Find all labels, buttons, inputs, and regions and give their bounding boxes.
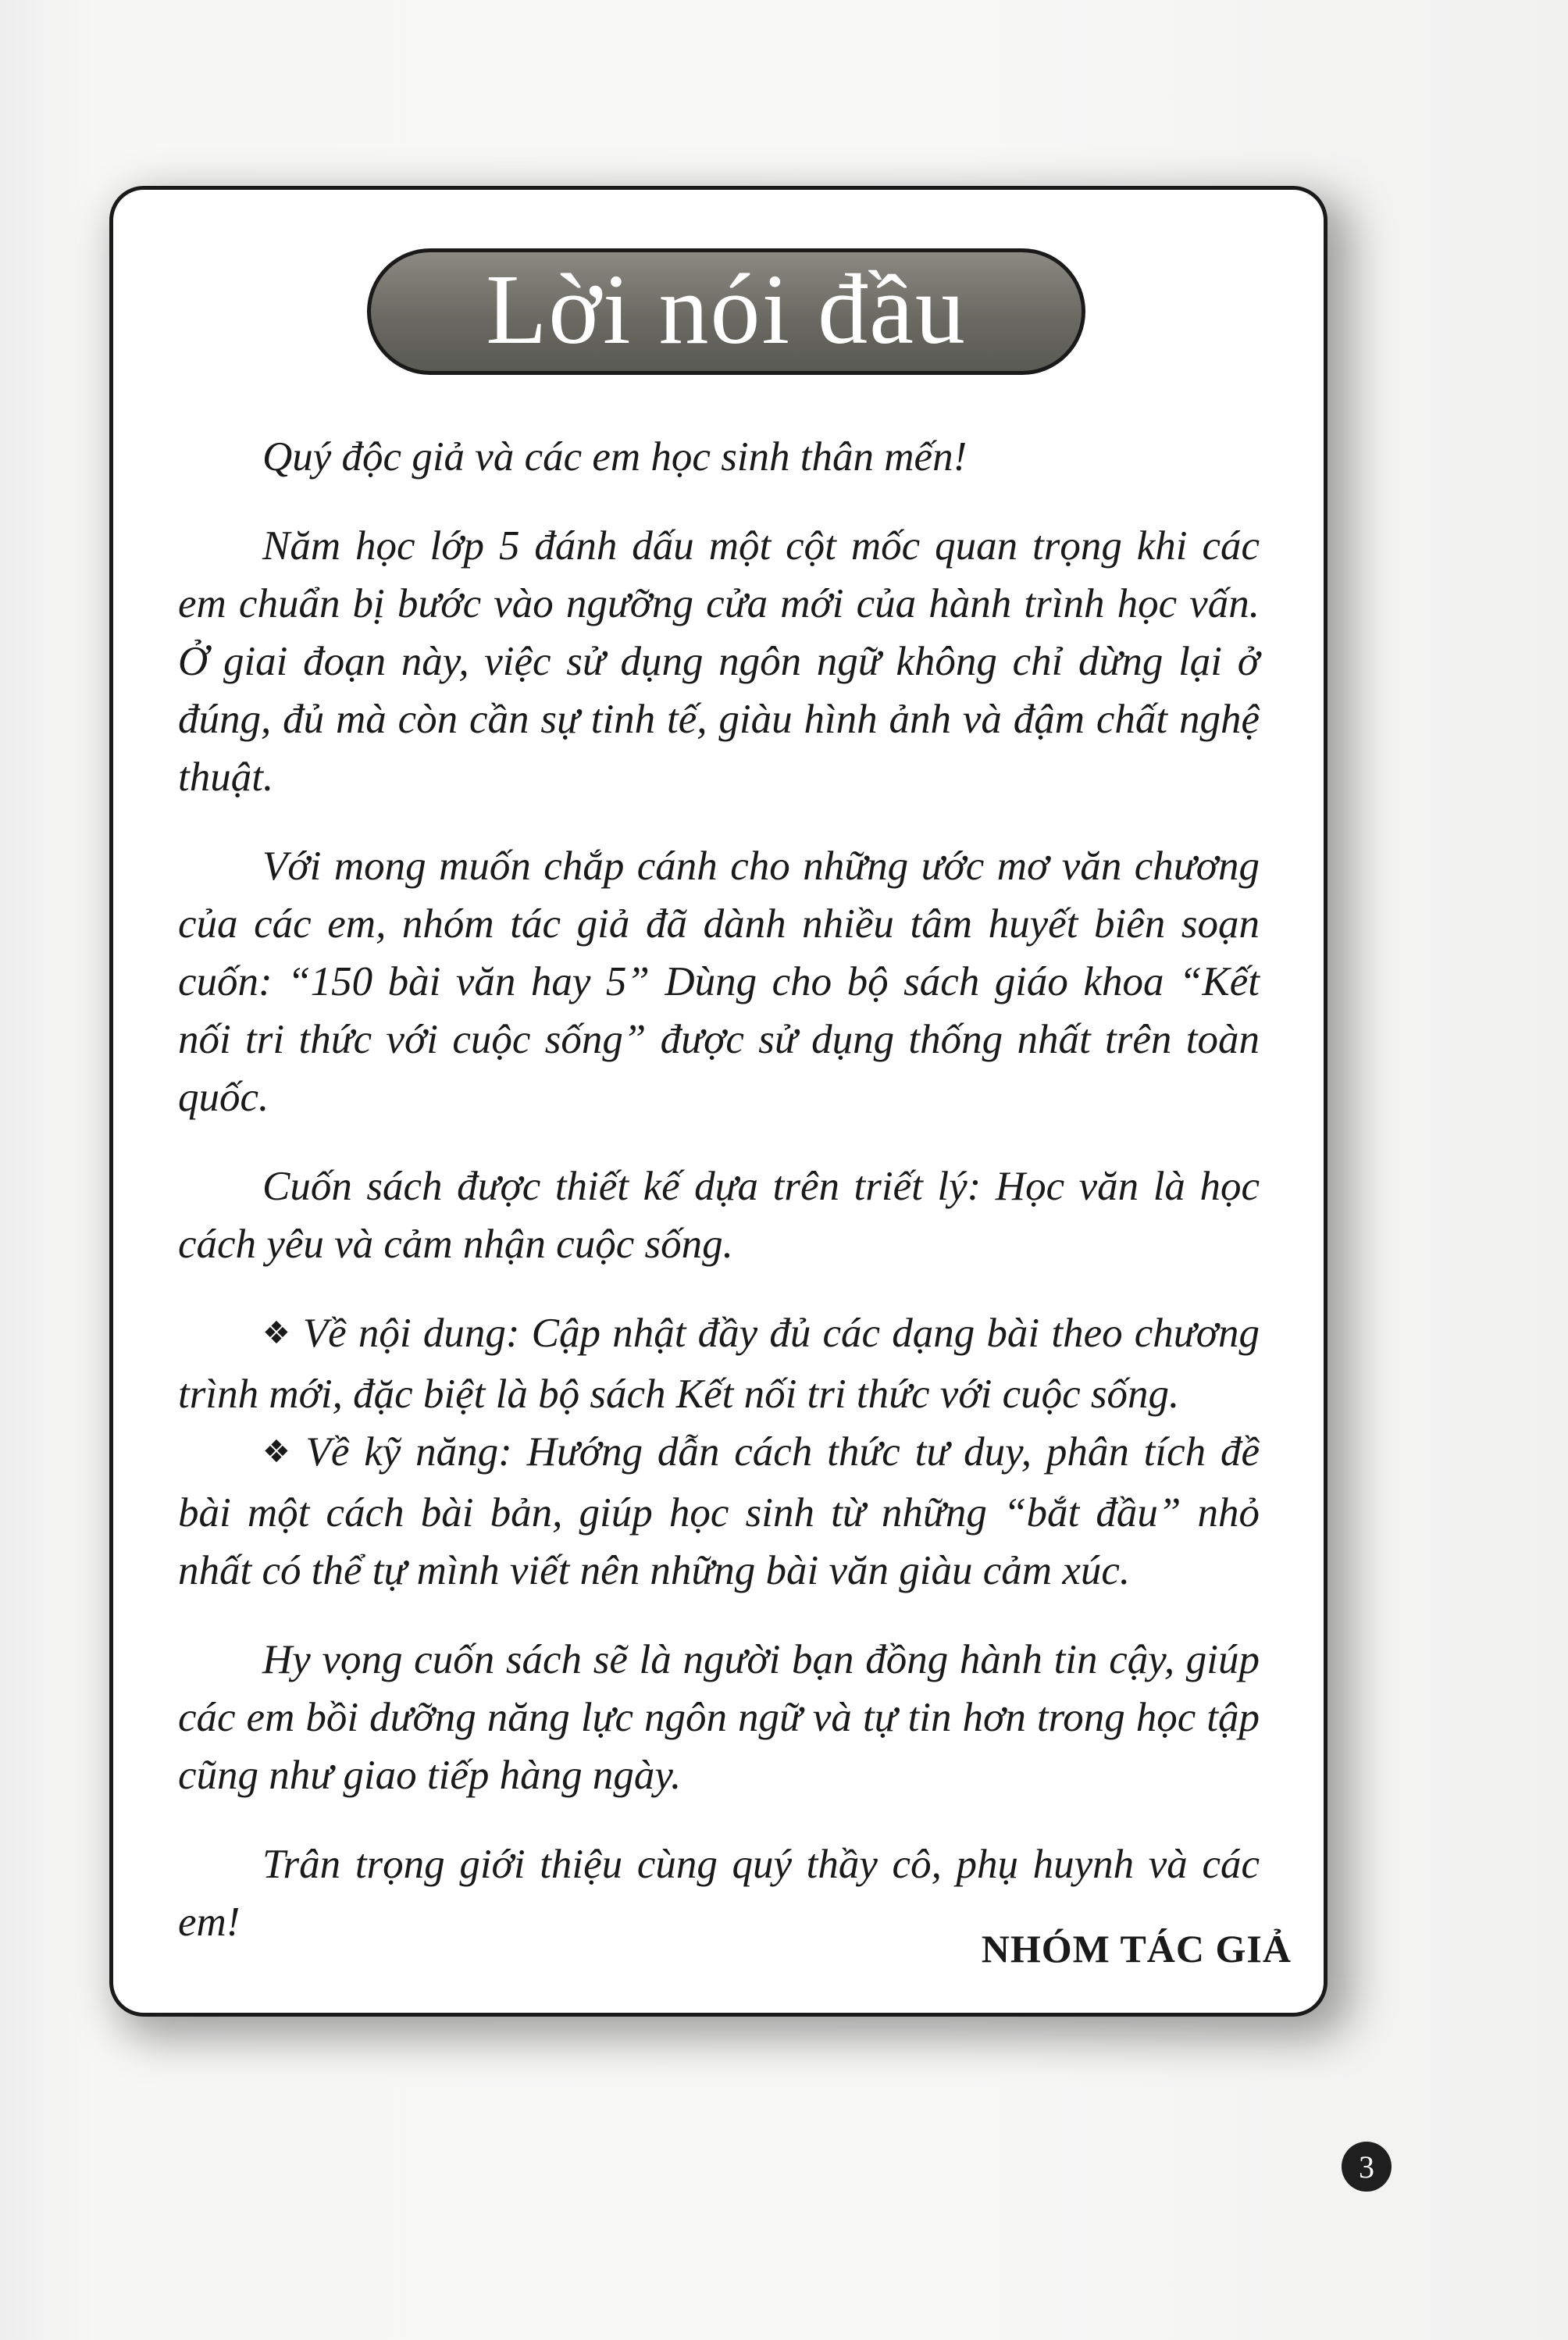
diamond-bullet-icon: ❖ <box>262 1315 292 1351</box>
bullet-content-paragraph <box>178 1304 1260 1423</box>
bullet-content-text: Về nội dung: Cập nhật đầy đủ các dạng bài theo chương trình mới, đặc biệt là bộ sách Kết nối tri thức với cuộc sống. <box>178 1311 1260 1417</box>
philosophy-paragraph: Cuốn sách được thiết kế dựa trên triết lý: Học văn là học cách yêu và cảm nhận cuộc sống. <box>178 1164 1260 1267</box>
greeting-paragraph: Quý độc giả và các em học sinh thân mến! <box>262 434 968 480</box>
diamond-bullet-icon: ❖ <box>262 1434 295 1470</box>
intro-paragraph: Năm học lớp 5 đánh dấu một cột mốc quan trọng khi các em chuẩn bị bước vào ngưỡng cửa mới của hành trình học vấn. Ở giai đoạn này, việc sử dụng ngôn ngữ không chỉ dừng lại ở đúng, đủ mà còn cần sự tinh tế, giàu hình ảnh và đậm chất nghệ thuật. <box>178 523 1260 800</box>
page-title: Lời nói đầu <box>486 254 967 365</box>
bullet-skills-paragraph <box>178 1423 1260 1600</box>
closing-paragraph: Trân trọng giới thiệu cùng quý thầy cô, phụ huynh và các em! <box>178 1842 1260 1945</box>
preface-body <box>178 428 1260 1951</box>
author-signature: NHÓM TÁC GIẢ <box>981 1927 1292 1971</box>
hope-paragraph: Hy vọng cuốn sách sẽ là người bạn đồng hành tin cậy, giúp các em bồi dưỡng năng lực ngôn ngữ và tự tin hơn trong học tập cũng như giao tiếp hàng ngày. <box>178 1637 1260 1798</box>
bullet-skills-text: Về kỹ năng: Hướng dẫn cách thức tư duy, phân tích đề bài một cách bài bản, giúp học sinh từ những “bắt đầu” nhỏ nhất có thể tự mình viết nên những bài văn giàu cảm xúc. <box>178 1429 1260 1593</box>
title-banner <box>367 248 1085 375</box>
page-number-badge: 3 <box>1342 2142 1392 2192</box>
purpose-paragraph: Với mong muốn chắp cánh cho những ước mơ văn chương của các em, nhóm tác giả đã dành nhiều tâm huyết biên soạn cuốn: “150 bài văn hay 5” Dùng cho bộ sách giáo khoa “Kết nối tri thức với cuộc sống” được sử dụng thống nhất trên toàn quốc. <box>178 844 1260 1120</box>
